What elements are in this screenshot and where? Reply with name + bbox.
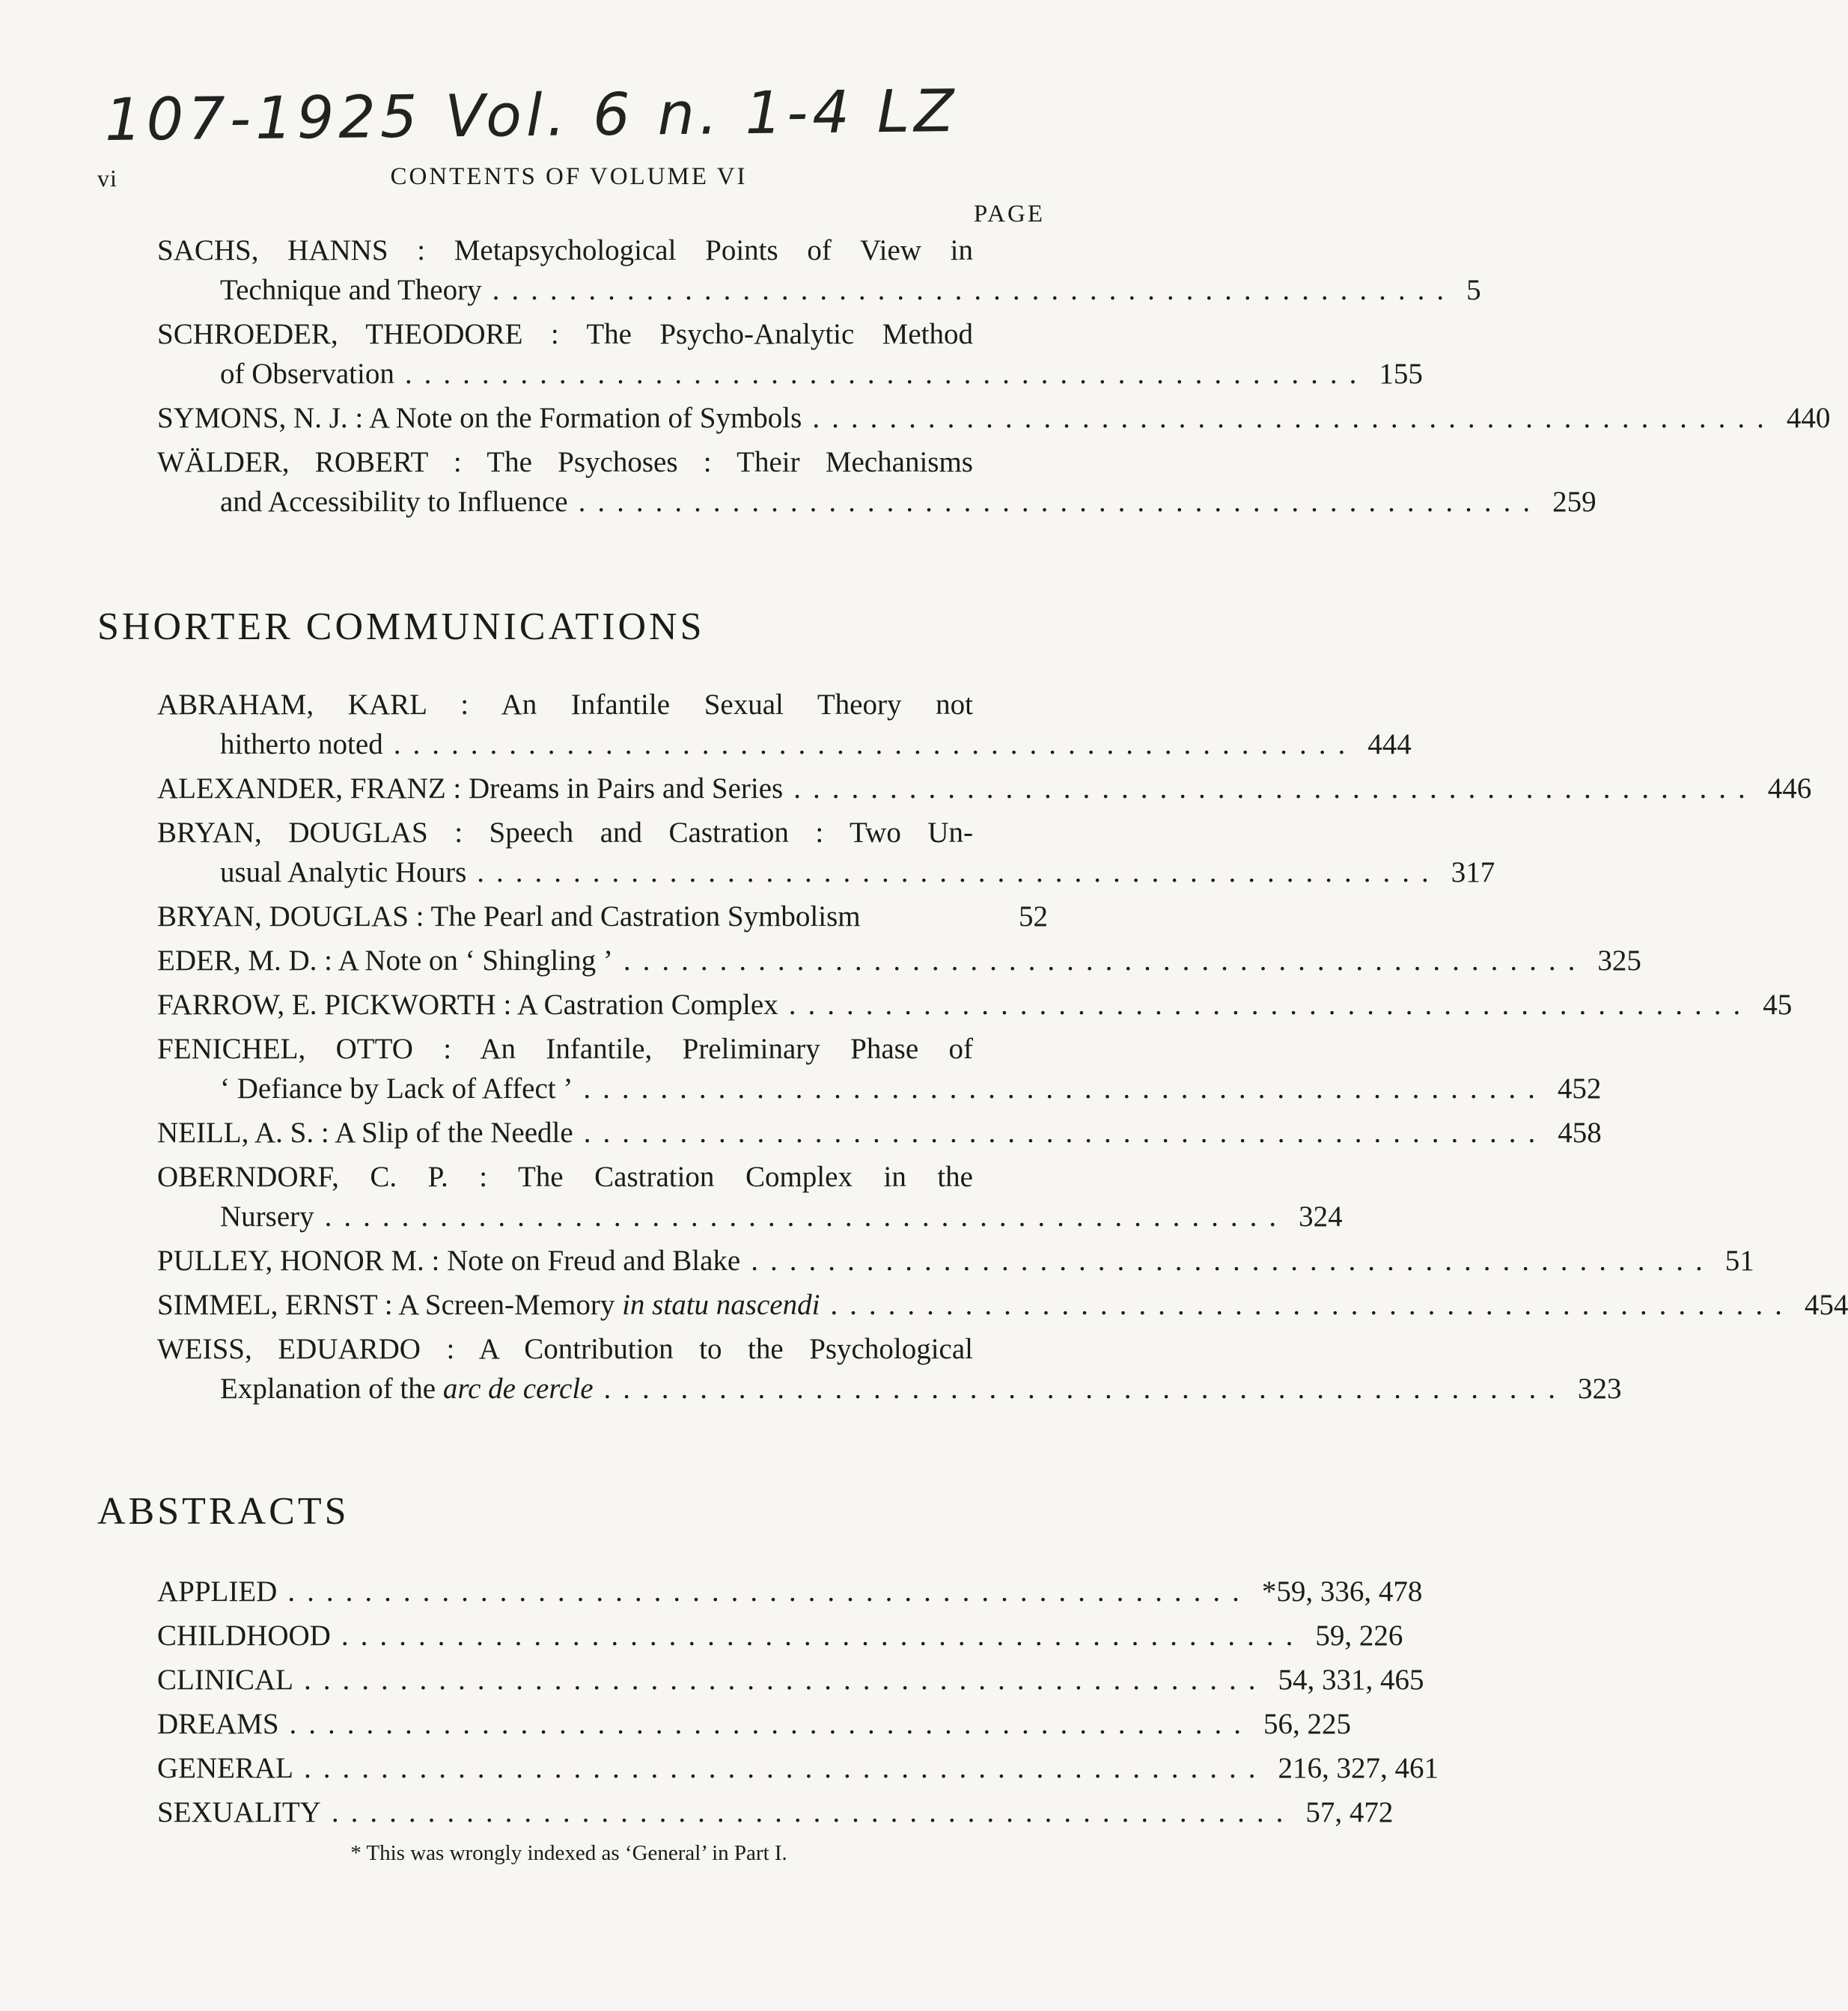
toc-entry [157,1285,1848,1325]
abstract-label: CLINICAL [157,1664,293,1696]
entry-line-2: Technique and Theory [220,274,482,306]
entry-line-1: ABRAHAM, KARL : An Infantile Sexual Theory not [157,689,973,721]
entry-line-2: Nursery [220,1200,314,1233]
abstract-pages: *59, 336, 478 [1261,1575,1423,1608]
leader-dots: .................................................. [603,1373,1567,1405]
abstract-row [157,1658,1424,1702]
page-number: 325 [1597,945,1641,977]
abstract-label: GENERAL [157,1752,293,1784]
abstract-pages: 57, 472 [1305,1796,1394,1828]
leader-dots: .................................................. [793,772,1757,805]
entry-line-1: NEILL, A. S. : A Slip of the Needle [157,1117,573,1149]
section-heading-shorter-communications: SHORTER COMMUNICATIONS [97,605,705,648]
page-number: 444 [1367,728,1412,760]
toc-entry [157,1157,1343,1236]
page-column-label: PAGE [973,201,1045,228]
abstract-label: APPLIED [157,1575,278,1608]
abstract-pages: 56, 225 [1263,1708,1352,1740]
toc-entry [157,941,1641,980]
toc-entry [157,442,1597,522]
entry-line-1: SIMMEL, ERNST : A Screen-Memory [157,1289,615,1321]
abstracts-list [157,1569,1439,1834]
leader-dots: .................................................. [303,1752,1268,1784]
leader-dots: .................................................. [289,1708,1254,1740]
toc-entry [157,897,1048,936]
entry-line-2: usual Analytic Hours [220,856,467,888]
page-number: 452 [1557,1072,1602,1105]
leader-dots: .................................................. [578,486,1543,518]
page-number: 155 [1379,358,1423,390]
leader-dots: .................................................. [583,1117,1548,1149]
page-number: 440 [1786,402,1831,434]
leader-dots: .................................................. [751,1245,1715,1277]
toc-entry [157,1329,1622,1409]
italic-phrase: in statu nascendi [622,1289,820,1321]
page-number: 458 [1558,1117,1602,1149]
entry-line-1: EDER, M. D. : A Note on ‘ Shingling ’ [157,945,613,977]
abstract-label: SEXUALITY [157,1796,321,1828]
toc-entry [157,1241,1754,1281]
section-heading-abstracts: ABSTRACTS [97,1490,350,1533]
leader-dots: .................................................. [583,1072,1547,1105]
entry-line-1: SACHS, HANNS : Metapsychological Points of View in [157,234,973,266]
entry-line-1: SYMONS, N. J. : A Note on the Formation of Symbols [157,402,802,434]
shorter-communications-list [157,685,1848,1409]
toc-entry [157,231,1481,310]
toc-entry [157,813,1495,892]
entry-line-2: and Accessibility to Influence [220,486,568,518]
abstract-label: CHILDHOOD [157,1620,331,1652]
toc-entry [157,685,1412,764]
toc-entry [157,398,1831,438]
entry-line-1: BRYAN, DOUGLAS : Speech and Castration : Two Un- [157,817,973,849]
entry-line-1: SCHROEDER, THEODORE : The Psycho-Analytic Method [157,318,973,350]
entry-line-1: BRYAN, DOUGLAS : The Pearl and Castration Symbolism [157,900,861,933]
folio-number: vi [97,165,118,192]
articles-list [157,231,1831,522]
page-number: 5 [1466,274,1481,306]
abstract-row [157,1746,1439,1790]
abstract-label: DREAMS [157,1708,279,1740]
abstract-pages: 54, 331, 465 [1278,1664,1424,1696]
leader-dots: .................................................. [303,1664,1268,1696]
abstract-row [157,1614,1403,1658]
leader-dots: .................................................. [477,856,1441,888]
italic-phrase: arc de cercle [442,1373,594,1405]
footnote: * This was wrongly indexed as ‘General’ in Part I. [350,1841,787,1865]
page-number: 323 [1578,1373,1622,1405]
page-number: 259 [1552,486,1597,518]
entry-line-1: FARROW, E. PICKWORTH : A Castration Complex [157,989,778,1021]
leader-dots: .................................................. [812,402,1776,434]
leader-dots: .................................................. [331,1796,1296,1828]
entry-line-1: PULLEY, HONOR M. : Note on Freud and Blake [157,1245,741,1277]
abstract-row [157,1702,1352,1746]
leader-dots: .................................................. [393,728,1358,760]
entry-line-1: OBERNDORF, C. P. : The Castration Complex in the [157,1161,973,1193]
abstract-pages: 216, 327, 461 [1278,1752,1439,1784]
entry-line-2: hitherto noted [220,728,383,760]
entry-line-1: WÄLDER, ROBERT : The Psychoses : Their Mechanisms [157,446,973,478]
page-number: 317 [1451,856,1495,888]
page-number: 454 [1804,1289,1848,1321]
leader-dots: .................................................. [324,1200,1289,1233]
abstract-row [157,1569,1423,1614]
toc-entry [157,1029,1602,1108]
entry-line-2: Explanation of the [220,1373,436,1405]
toc-entry [157,985,1793,1025]
page-number: 51 [1725,1245,1754,1277]
entry-line-1: WEISS, EDUARDO : A Contribution to the Psychological [157,1333,973,1365]
leader-dots: .................................................. [830,1289,1794,1321]
page-number: 52 [1019,900,1048,933]
toc-entry [157,314,1423,394]
handwritten-shelf-note: 107-1925 Vol. 6 n. 1-4 LZ [104,78,960,154]
page-number: 446 [1767,772,1812,805]
entry-line-2: ‘ Defiance by Lack of Affect ’ [220,1072,573,1105]
running-title: CONTENTS OF VOLUME VI [390,163,748,190]
entry-line-1: ALEXANDER, FRANZ : Dreams in Pairs and Series [157,772,784,805]
page-number: 324 [1299,1200,1343,1233]
leader-dots: .................................................. [623,945,1588,977]
entry-line-1: FENICHEL, OTTO : An Infantile, Preliminary Phase of [157,1033,973,1065]
page-number: 45 [1763,989,1793,1021]
abstract-row [157,1790,1394,1834]
leader-dots: .................................................. [492,274,1457,306]
entry-line-2: of Observation [220,358,394,390]
leader-dots: .................................................. [341,1620,1305,1652]
leader-dots: .................................................. [287,1575,1251,1608]
toc-entry [157,769,1812,808]
toc-entry [157,1113,1602,1153]
leader-dots: .................................................. [404,358,1369,390]
leader-dots: .................................................. [788,989,1753,1021]
abstract-pages: 59, 226 [1315,1620,1403,1652]
